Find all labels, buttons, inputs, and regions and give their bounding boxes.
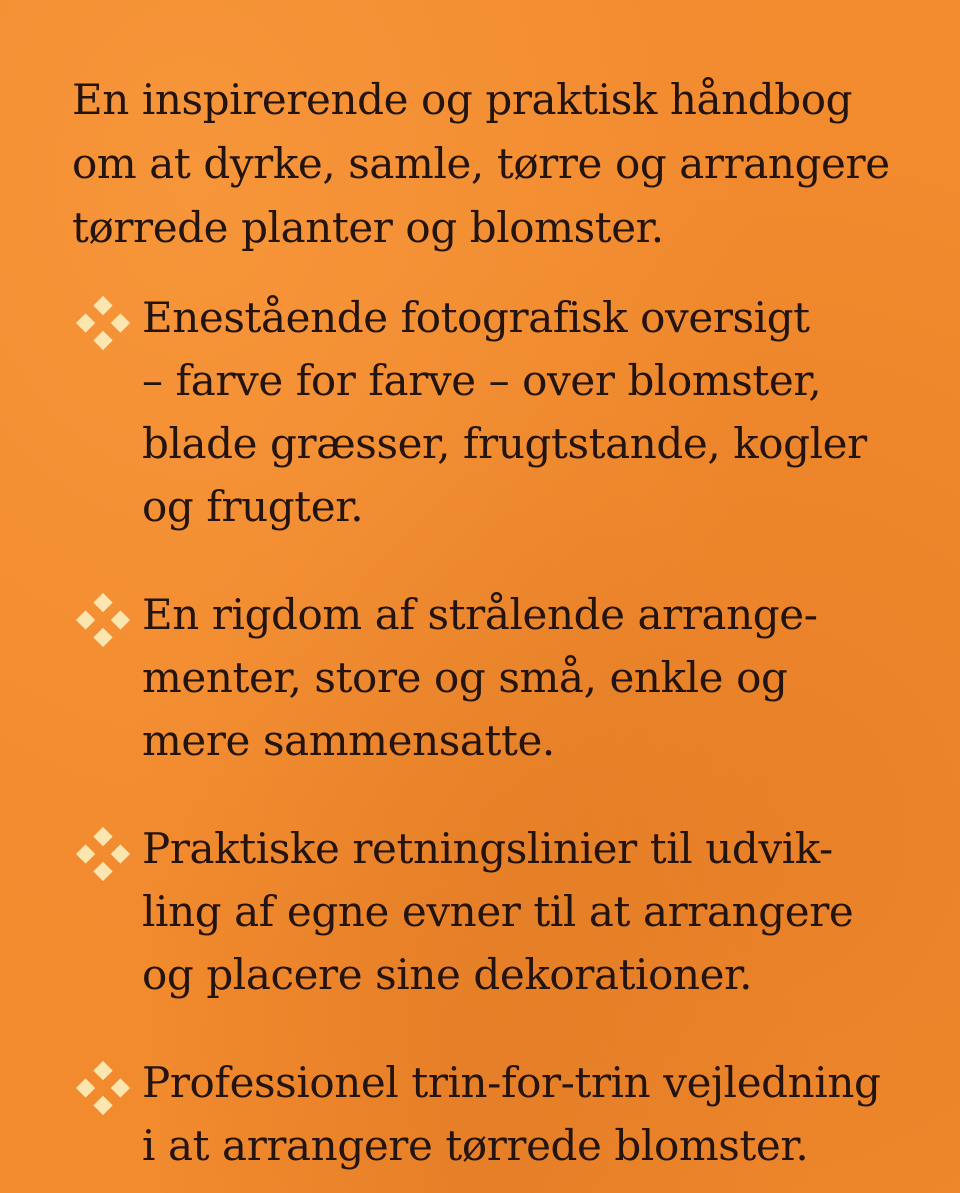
diamond-ornament-icon	[74, 825, 132, 883]
list-item-text: Praktiske retningslinier til udvik- ling af egne evner til at arrangere og placere sine dekorationer.	[142, 824, 854, 999]
diamond-ornament-icon	[74, 294, 132, 352]
intro-paragraph: En inspirerende og praktisk håndbog om at dyrke, samle, tørre og arrangere tørrede planter og blomster.	[72, 75, 890, 252]
list-item-text: Enestående fotografisk oversigt – farve for farve – over blomster, blade græsser, frugtstande, kogler og frugter.	[142, 293, 867, 531]
feature-list	[72, 286, 942, 1177]
diamond-ornament-icon	[74, 1059, 132, 1117]
list-item-text: Professionel trin-for-trin vejledning i at arrangere tørrede blomster.	[142, 1058, 881, 1170]
list-item	[72, 583, 942, 772]
list-item	[72, 817, 942, 1006]
diamond-ornament-icon	[74, 591, 132, 649]
list-item-text: En rigdom af strålende arrange- menter, store og små, enkle og mere sammensatte.	[142, 590, 818, 765]
list-item	[72, 1051, 942, 1177]
list-item	[72, 286, 942, 538]
